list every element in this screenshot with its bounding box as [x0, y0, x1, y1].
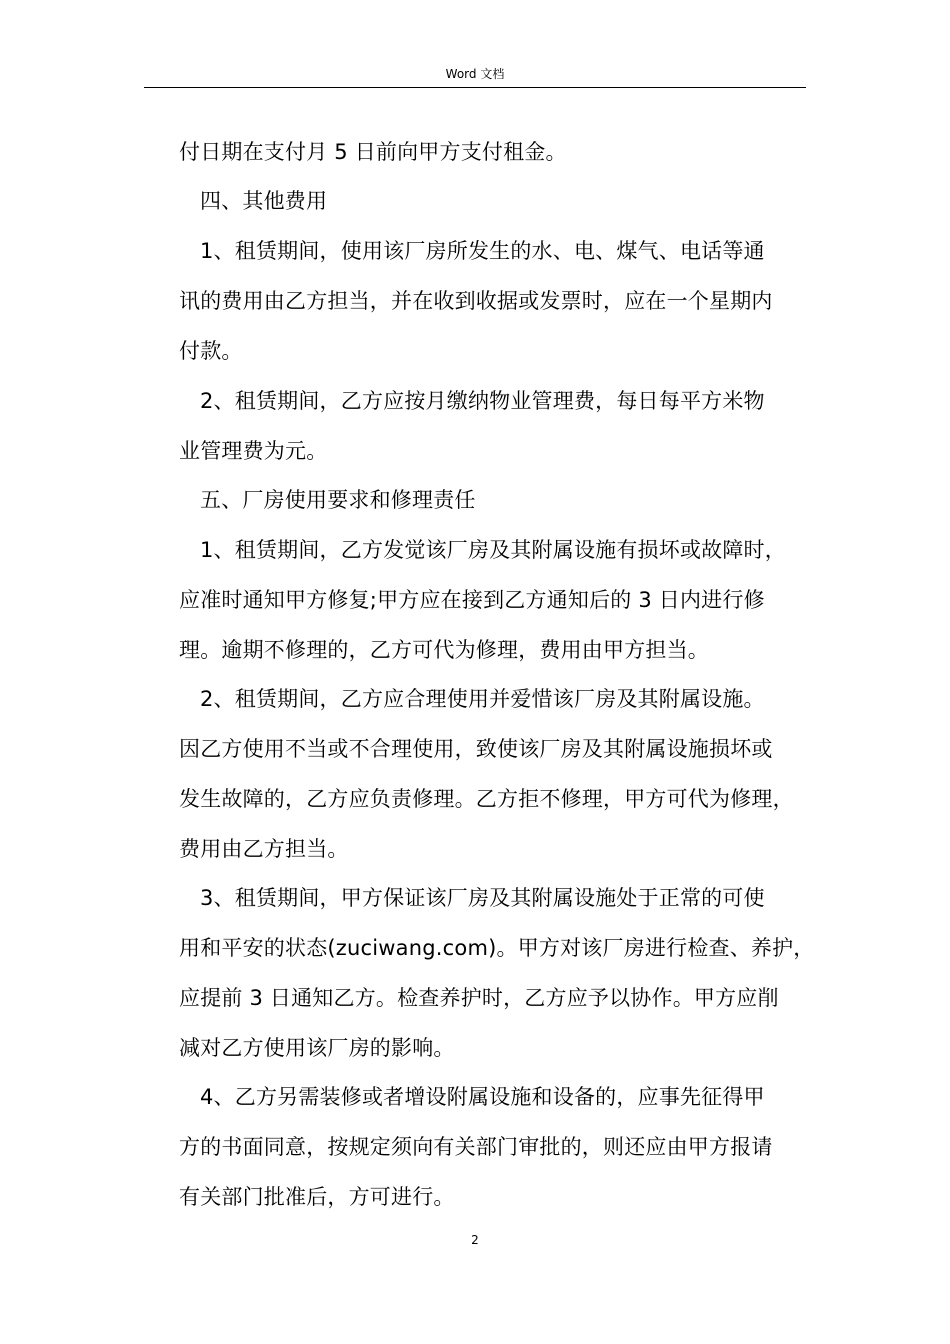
body-line: 方的书面同意，按规定须向有关部门审批的，则还应由甲方报请: [179, 1135, 773, 1159]
body-line: 理。逾期不修理的，乙方可代为修理，费用由甲方担当。: [179, 638, 709, 662]
body-line: 有关部门批准后，方可进行。: [179, 1185, 455, 1209]
section-heading: 四、其他费用: [200, 189, 328, 213]
section-heading: 五、厂房使用要求和修理责任: [200, 488, 476, 512]
page-header-title: Word 文档: [445, 67, 505, 81]
body-line: 1、租赁期间，使用该厂房所发生的水、电、煤气、电话等通: [200, 239, 765, 263]
body-line: 用和平安的状态(zuciwang.com)。甲方对该厂房进行检查、养护，: [179, 936, 815, 960]
body-line: 讯的费用由乙方担当，并在收到收据或发票时，应在一个星期内: [179, 289, 773, 313]
body-line: 应准时通知甲方修复;甲方应在接到乙方通知后的 3 日内进行修: [179, 588, 765, 612]
body-line: 3、租赁期间，甲方保证该厂房及其附属设施处于正常的可使: [200, 886, 765, 910]
body-line: 付款。: [179, 339, 243, 363]
body-line: 费用由乙方担当。: [179, 837, 349, 861]
body-line: 付日期在支付月 5 日前向甲方支付租金。: [179, 140, 567, 164]
body-line: 2、租赁期间，乙方应按月缴纳物业管理费，每日每平方米物: [200, 389, 765, 413]
body-line: 4、乙方另需装修或者增设附属设施和设备的，应事先征得甲: [200, 1085, 765, 1109]
body-line: 业管理费为元。: [179, 439, 328, 463]
page-number: 2: [471, 1233, 479, 1247]
body-line: 因乙方使用不当或不合理使用，致使该厂房及其附属设施损坏或: [179, 737, 773, 761]
body-line: 应提前 3 日通知乙方。检查养护时，乙方应予以协作。甲方应削: [179, 986, 779, 1010]
body-line: 1、租赁期间，乙方发觉该厂房及其附属设施有损坏或故障时，: [200, 538, 786, 562]
body-line: 减对乙方使用该厂房的影响。: [179, 1036, 455, 1060]
body-line: 2、租赁期间，乙方应合理使用并爱惜该厂房及其附属设施。: [200, 687, 765, 711]
header-divider: [144, 87, 806, 88]
body-line: 发生故障的，乙方应负责修理。乙方拒不修理，甲方可代为修理，: [179, 787, 794, 811]
